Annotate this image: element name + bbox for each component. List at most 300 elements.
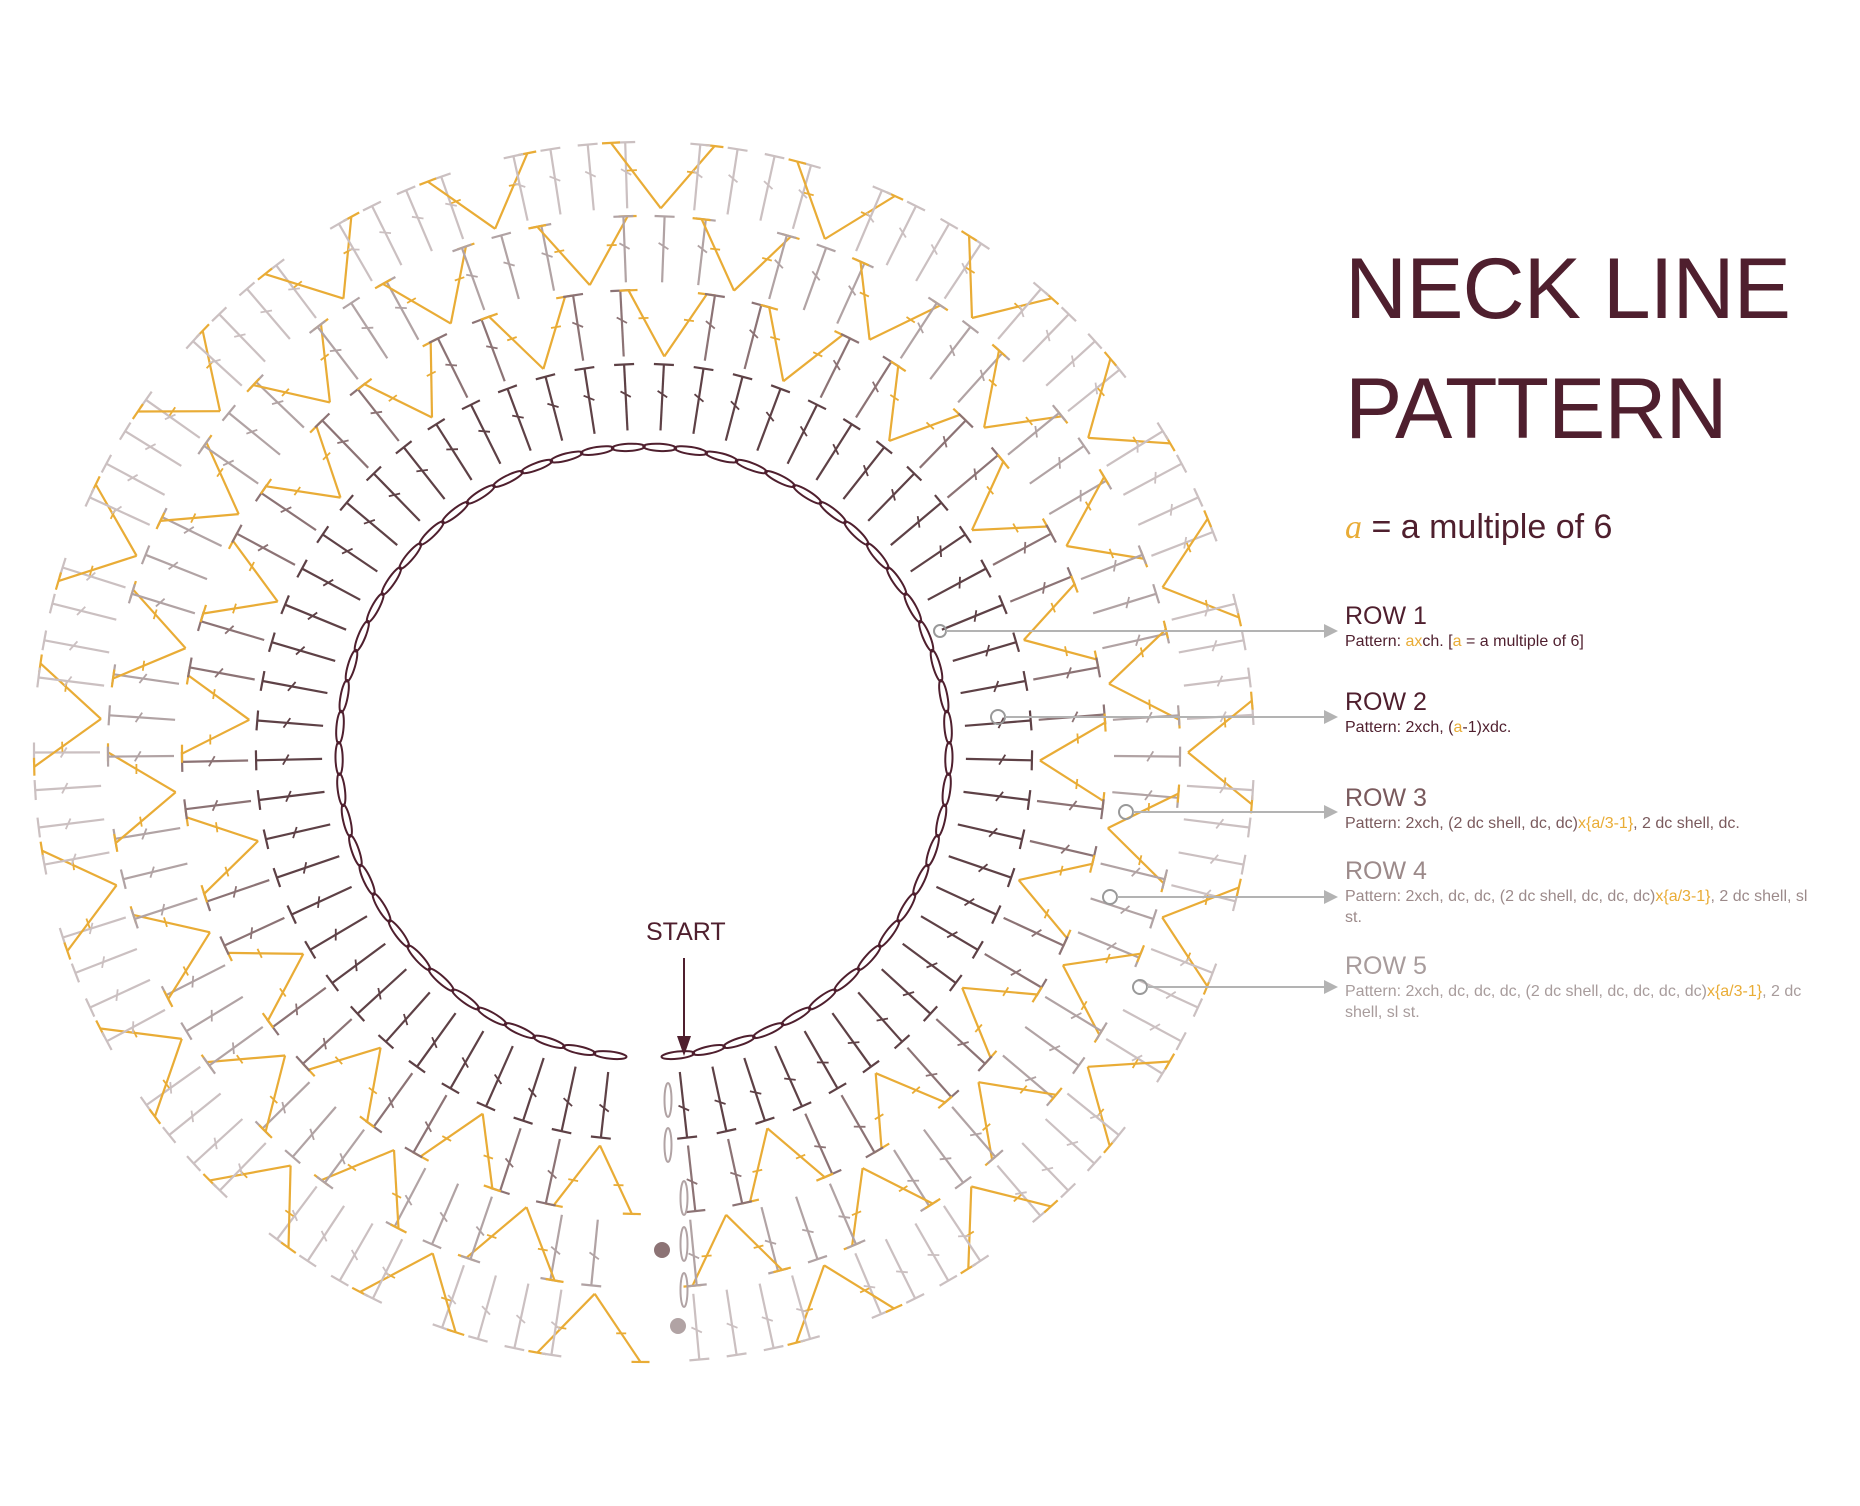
row-1-pattern: Pattern: axch. [a = a multiple of 6] <box>1345 632 1584 650</box>
double-crochet-stitch <box>1037 799 1104 819</box>
double-crochet-stitch <box>310 321 358 379</box>
double-crochet-stitch <box>396 441 445 499</box>
row-2-heading: ROW 2 <box>1345 688 1427 716</box>
dc-shell-stitch <box>528 1294 649 1362</box>
double-crochet-stitch <box>181 997 243 1040</box>
dc-shell-stitch <box>182 667 249 763</box>
chain-stitch <box>937 679 950 713</box>
double-crochet-stitch <box>514 1058 544 1124</box>
chain-stitch <box>336 773 347 807</box>
start-label: START <box>646 918 726 946</box>
double-crochet-stitch <box>536 374 562 440</box>
double-crochet-stitch <box>232 525 295 565</box>
row-3-legend <box>1345 785 1860 834</box>
dc-shell-stitch <box>761 305 851 381</box>
chain-stitch <box>465 483 497 507</box>
chain-stitch <box>379 565 403 596</box>
chain-stitch <box>643 443 676 452</box>
chain-stitch <box>520 457 553 475</box>
double-crochet-stitch <box>38 818 105 838</box>
double-crochet-stitch <box>405 1095 447 1157</box>
double-crochet-stitch <box>109 705 176 725</box>
dc-shell-stitch <box>458 1207 564 1282</box>
dc-shell-stitch <box>684 1215 791 1287</box>
dc-shell-stitch <box>1163 510 1242 626</box>
double-crochet-stitch <box>915 1224 957 1286</box>
row-2-legend <box>1345 689 1825 738</box>
chain-stitch <box>335 710 345 743</box>
double-crochet-stitch <box>760 154 784 221</box>
chain-stitch <box>562 1043 596 1057</box>
double-crochet-stitch <box>1091 898 1157 928</box>
dc-shell-stitch <box>157 435 239 529</box>
double-crochet-stitch <box>930 321 978 379</box>
double-crochet-stitch <box>775 1046 811 1110</box>
chain-stitch <box>924 834 941 868</box>
double-crochet-stitch <box>916 219 958 281</box>
row-leader-lines <box>934 624 1338 994</box>
double-crochet-stitch <box>461 1197 492 1263</box>
double-crochet-stitch <box>1101 864 1168 889</box>
double-crochet-stitch <box>591 1072 611 1139</box>
double-crochet-stitch <box>1010 567 1075 601</box>
double-crochet-stitch <box>958 347 1010 403</box>
double-crochet-stitch <box>220 918 284 955</box>
title-line-2: PATTERN <box>1345 361 1727 457</box>
chain-stitch <box>612 443 645 452</box>
chain-stitch <box>902 592 924 624</box>
double-crochet-stitch <box>182 752 248 772</box>
crochet-ring <box>34 142 1254 1362</box>
chain-stitch <box>945 742 953 775</box>
double-crochet-stitch <box>578 144 598 211</box>
dc-shell-stitch <box>41 842 117 960</box>
double-crochet-stitch <box>1046 334 1102 386</box>
double-crochet-stitch <box>712 1067 736 1134</box>
double-crochet-stitch <box>858 992 909 1048</box>
double-crochet-stitch <box>1179 852 1246 874</box>
double-crochet-stitch <box>453 245 485 311</box>
double-crochet-stitch <box>142 546 207 580</box>
double-crochet-stitch <box>1008 405 1066 455</box>
double-crochet-stitch <box>966 750 1032 770</box>
double-crochet-stitch <box>1049 472 1111 514</box>
double-crochet-stitch <box>367 467 420 521</box>
chain-stitch <box>752 1021 785 1041</box>
double-crochet-stitch <box>343 298 387 359</box>
double-crochet-stitch <box>108 747 174 767</box>
double-crochet-stitch <box>433 1265 464 1331</box>
double-crochet-stitch <box>428 419 472 480</box>
double-crochet-stitch <box>886 1239 924 1303</box>
double-crochet-stitch <box>35 780 102 800</box>
double-crochet-stitch <box>213 1143 266 1197</box>
dc-shell-stitch <box>1188 692 1253 814</box>
double-crochet-stitch <box>397 186 432 251</box>
double-crochet-stitch <box>429 334 467 398</box>
dc-shell-stitch <box>261 420 341 498</box>
double-crochet-stitch <box>285 1107 336 1163</box>
double-crochet-stitch <box>805 1114 841 1178</box>
double-crochet-stitch <box>887 202 925 266</box>
double-crochet-stitch <box>102 455 165 495</box>
double-crochet-stitch <box>256 1082 310 1136</box>
dc-shell-stitch <box>844 1168 940 1249</box>
dc-shell-stitch <box>545 1146 641 1215</box>
double-crochet-stitch <box>1179 631 1246 653</box>
chain-stitch <box>941 773 952 807</box>
turning-chain <box>681 1273 688 1307</box>
double-crochet-stitch <box>378 277 419 340</box>
double-crochet-stitch <box>1030 438 1090 484</box>
dc-shell-stitch <box>56 476 137 589</box>
double-crochet-stitch <box>552 1067 576 1134</box>
start-marker <box>677 958 691 1056</box>
double-crochet-stitch <box>1184 818 1251 838</box>
double-crochet-stitch <box>120 423 181 466</box>
row-5-heading: ROW 5 <box>1345 952 1427 980</box>
double-crochet-stitch <box>842 1095 884 1157</box>
double-crochet-stitch <box>1138 488 1202 525</box>
double-crochet-stitch <box>856 186 891 251</box>
double-crochet-stitch <box>163 1094 221 1143</box>
double-crochet-stitch <box>655 216 675 282</box>
leader-row-1 <box>934 624 1338 638</box>
double-crochet-stitch <box>924 1130 971 1189</box>
double-crochet-stitch <box>299 1206 344 1267</box>
chain-stitch <box>791 483 823 507</box>
double-crochet-stitch <box>907 1048 958 1104</box>
chain-stitch <box>722 1033 756 1050</box>
chain-stitch <box>943 710 953 743</box>
chain-stitch <box>370 891 393 923</box>
turning-chain <box>681 1181 688 1215</box>
chain-stitch <box>503 1021 536 1041</box>
double-crochet-stitch <box>728 148 748 215</box>
legend-definition: = a multiple of 6 <box>1362 508 1613 546</box>
double-crochet-stitch <box>928 560 991 600</box>
double-crochet-stitch <box>258 790 325 810</box>
double-crochet-stitch <box>921 916 983 958</box>
double-crochet-stitch <box>1151 523 1216 556</box>
double-crochet-stitch <box>317 526 377 571</box>
double-crochet-stitch <box>423 1184 458 1249</box>
leader-row-4 <box>1103 890 1338 904</box>
double-crochet-stitch <box>114 828 181 849</box>
double-crochet-stitch <box>1093 584 1159 613</box>
double-crochet-stitch <box>132 898 198 928</box>
row-4-legend <box>1345 858 1825 929</box>
legend-variable-definition <box>1345 508 1612 547</box>
double-crochet-stitch <box>504 154 528 221</box>
dc-shell-stitch <box>889 361 966 441</box>
dc-shell-stitch <box>1024 576 1099 668</box>
dc-shell-stitch <box>375 244 474 324</box>
double-crochet-stitch <box>351 969 407 1021</box>
double-crochet-stitch <box>432 173 463 239</box>
double-crochet-stitch <box>581 1220 601 1287</box>
double-crochet-stitch <box>363 202 401 266</box>
double-crochet-stitch <box>1003 1056 1060 1106</box>
double-crochet-stitch <box>86 980 150 1017</box>
dc-shell-stitch <box>108 743 176 852</box>
dc-shell-stitch <box>34 655 101 776</box>
double-crochet-stitch <box>188 658 255 680</box>
double-crochet-stitch <box>654 364 674 430</box>
dc-shell-stitch <box>741 1128 833 1203</box>
double-crochet-stitch <box>993 525 1056 565</box>
chain-stitch <box>807 987 838 1012</box>
double-crochet-stitch <box>187 1119 242 1171</box>
chain-stitch <box>550 449 584 464</box>
double-crochet-stitch <box>498 385 531 450</box>
chain-stitch <box>895 891 918 923</box>
double-crochet-stitch <box>60 917 126 947</box>
double-crochet-stitch <box>958 824 1025 849</box>
double-crochet-stitch <box>575 367 595 434</box>
slip-stitch-dot <box>670 1318 686 1334</box>
double-crochet-stitch <box>1172 594 1238 620</box>
double-crochet-stitch <box>297 560 360 600</box>
double-crochet-stitch <box>305 916 367 958</box>
double-crochet-stitch <box>821 334 859 398</box>
double-crochet-stitch <box>326 944 385 991</box>
double-crochet-stitch <box>409 1013 456 1072</box>
dc-shell-stitch <box>203 1166 295 1253</box>
row-1-legend <box>1345 603 1825 652</box>
dc-shell-stitch <box>789 159 904 239</box>
double-crochet-stitch <box>331 1224 373 1286</box>
chain-stitch <box>705 449 739 464</box>
dc-shell-stitch <box>481 295 574 369</box>
double-crochet-stitch <box>1113 705 1180 725</box>
double-crochet-stitch <box>386 1168 426 1231</box>
double-crochet-stitch <box>1046 1119 1101 1171</box>
double-crochet-stitch <box>805 1031 847 1093</box>
chain-stitch <box>347 834 364 868</box>
double-crochet-stitch <box>203 1027 262 1074</box>
double-crochet-stitch <box>442 1031 484 1093</box>
dc-shell-stitch <box>852 258 948 340</box>
chain-stitch <box>674 445 708 457</box>
row-3-heading: ROW 3 <box>1345 784 1427 812</box>
double-crochet-stitch <box>288 887 352 924</box>
double-crochet-stitch <box>257 711 324 731</box>
chain-stitch <box>450 987 481 1012</box>
double-crochet-stitch <box>491 1128 521 1194</box>
chain-stitch <box>692 1043 726 1057</box>
title-line-1: NECK LINE <box>1345 241 1791 337</box>
double-crochet-stitch <box>816 419 860 480</box>
dc-shell-stitch <box>961 1187 1058 1274</box>
double-crochet-stitch <box>760 1284 784 1351</box>
double-crochet-stitch <box>477 1046 513 1110</box>
double-crochet-stitch <box>728 1139 752 1206</box>
chain-stitch <box>335 742 343 775</box>
double-crochet-stitch <box>1004 918 1068 955</box>
double-crochet-stitch <box>843 441 892 499</box>
dc-shell-stitch <box>1088 1054 1175 1153</box>
turning-chain <box>665 1128 672 1162</box>
double-crochet-stitch <box>1025 1027 1084 1074</box>
double-crochet-stitch <box>366 1073 413 1132</box>
legend-variable: a <box>1345 509 1362 546</box>
double-crochet-stitch <box>868 467 921 521</box>
dc-shell-stitch <box>788 1265 903 1345</box>
double-crochet-stitch <box>223 405 281 455</box>
double-crochet-stitch <box>964 790 1031 810</box>
dc-shell-stitch <box>133 324 220 419</box>
chain-stitch <box>911 863 931 896</box>
double-crochet-stitch <box>492 233 519 299</box>
dc-shell-stitch <box>96 1021 182 1124</box>
double-crochet-stitch <box>796 1197 827 1263</box>
chain-stitch <box>661 1050 695 1061</box>
double-crochet-stitch <box>267 988 326 1035</box>
chain-stitch <box>780 1005 812 1028</box>
dc-shell-stitch <box>131 906 210 1007</box>
dc-shell-stitch <box>602 142 723 208</box>
dc-shell-stitch <box>1040 714 1106 810</box>
chain-stitch <box>580 445 614 457</box>
double-crochet-stitch <box>610 290 630 356</box>
double-crochet-stitch <box>891 495 948 545</box>
chain-stitch <box>357 863 377 896</box>
double-crochet-stitch <box>256 750 322 770</box>
double-crochet-stitch <box>677 1072 697 1139</box>
chain-stitch <box>735 457 768 475</box>
double-crochet-stitch <box>949 856 1015 887</box>
double-crochet-stitch <box>726 374 752 440</box>
double-crochet-stitch <box>468 1276 496 1342</box>
double-crochet-stitch <box>1023 307 1076 361</box>
double-crochet-stitch <box>281 595 346 629</box>
double-crochet-stitch <box>269 633 335 661</box>
double-crochet-stitch <box>350 383 399 441</box>
double-crochet-stitch <box>364 1239 402 1303</box>
dc-shell-stitch <box>1019 855 1095 946</box>
double-crochet-stitch <box>727 1290 747 1357</box>
dc-shell-stitch <box>247 319 330 403</box>
double-crochet-stitch <box>1114 747 1180 767</box>
double-crochet-stitch <box>1123 1010 1186 1050</box>
double-crochet-stitch <box>86 488 150 525</box>
chain-stitch <box>917 620 936 653</box>
double-crochet-stitch <box>903 944 962 991</box>
double-crochet-stitch <box>158 508 222 546</box>
double-crochet-stitch <box>198 612 264 640</box>
double-crochet-stitch <box>43 631 110 653</box>
turning-chain <box>681 1227 688 1261</box>
row-5-legend <box>1345 953 1825 1024</box>
double-crochet-stitch <box>911 526 971 571</box>
row-4-heading: ROW 4 <box>1345 857 1427 885</box>
double-crochet-stitch <box>693 367 713 434</box>
double-crochet-stitch <box>788 400 826 464</box>
row-1-heading: ROW 1 <box>1345 602 1427 630</box>
dc-shell-stitch <box>1066 469 1147 567</box>
double-crochet-stitch <box>705 294 725 361</box>
dc-shell-stitch <box>258 213 359 299</box>
double-crochet-stitch <box>961 671 1028 693</box>
double-crochet-stitch <box>832 1013 879 1072</box>
row-2-pattern: Pattern: 2xch, (a-1)xdc. <box>1345 718 1512 736</box>
chain-stitch <box>492 468 525 489</box>
double-crochet-stitch <box>952 1107 1003 1163</box>
double-crochet-stitch <box>264 824 331 849</box>
double-crochet-stitch <box>936 887 1000 924</box>
chain-stitch <box>884 565 908 596</box>
chain-stitch <box>928 649 944 683</box>
double-crochet-stitch <box>855 1253 890 1318</box>
row-5-pattern: Pattern: 2xch, dc, dc, dc, (2 dc shell, dc, dc, dc, dc)x{a/3-1}, 2 dc shell, sl st. <box>1345 982 1802 1022</box>
double-crochet-stitch <box>1184 668 1251 688</box>
double-crochet-stitch <box>536 1139 560 1206</box>
chain-stitch <box>340 804 354 838</box>
chain-stitch <box>343 649 359 683</box>
double-crochet-stitch <box>186 334 242 386</box>
double-crochet-stitch <box>948 448 1005 498</box>
double-crochet-stitch <box>1123 455 1186 495</box>
double-crochet-stitch <box>296 1019 352 1071</box>
chain-stitch <box>593 1050 627 1061</box>
chain-stitch <box>338 679 351 713</box>
double-crochet-stitch <box>687 1220 707 1287</box>
double-crochet-stitch <box>1039 705 1106 725</box>
dc-shell-stitch <box>302 1048 380 1128</box>
double-crochet-stitch <box>72 949 137 982</box>
dc-shell-stitch <box>1108 785 1179 893</box>
turning-chain <box>665 1083 672 1117</box>
double-crochet-stitch <box>1022 1143 1075 1197</box>
dc-shell-stitch <box>620 290 716 357</box>
double-crochet-stitch <box>274 856 340 887</box>
double-crochet-stitch <box>162 965 225 1004</box>
dc-shell-stitch <box>413 1114 501 1192</box>
double-crochet-stitch <box>239 282 290 339</box>
double-crochet-stitch <box>50 594 116 620</box>
double-crochet-stitch <box>965 711 1032 731</box>
double-crochet-stitch <box>261 671 328 693</box>
chain-stitch <box>532 1033 566 1050</box>
double-crochet-stitch <box>614 364 634 430</box>
dc-shell-stitch <box>1088 352 1175 451</box>
double-crochet-stitch <box>563 294 583 361</box>
double-crochet-stitch <box>613 216 633 282</box>
double-crochet-stitch <box>541 148 561 215</box>
dc-shell-stitch <box>112 581 186 687</box>
dc-shell-stitch <box>224 945 303 1028</box>
row-4-pattern: Pattern: 2xch, dc, dc, (2 dc shell, dc, dc, dc)x{a/3-1}, 2 dc shell, sl st. <box>1345 887 1808 927</box>
double-crochet-stitch <box>792 1276 820 1342</box>
slip-stitch-dot <box>654 1242 670 1258</box>
double-crochet-stitch <box>340 495 397 545</box>
chain-stitch <box>352 620 371 653</box>
double-crochet-stitch <box>953 633 1019 661</box>
dc-shell-stitch <box>202 1055 286 1138</box>
double-crochet-stitch <box>1171 885 1238 911</box>
chain-stitch <box>476 1005 508 1028</box>
dc-shell-stitch <box>314 1150 406 1233</box>
dc-shell-stitch <box>419 152 536 229</box>
row-3-pattern: Pattern: 2xch, (2 dc shell, dc, dc)x{a/3-1}, 2 dc shell, dc. <box>1345 814 1740 832</box>
double-crochet-stitch <box>249 375 304 428</box>
double-crochet-stitch <box>757 385 790 450</box>
double-crochet-stitch <box>212 307 265 361</box>
chain-stitch <box>764 468 797 489</box>
double-crochet-stitch <box>920 414 973 468</box>
double-crochet-stitch <box>379 992 430 1048</box>
